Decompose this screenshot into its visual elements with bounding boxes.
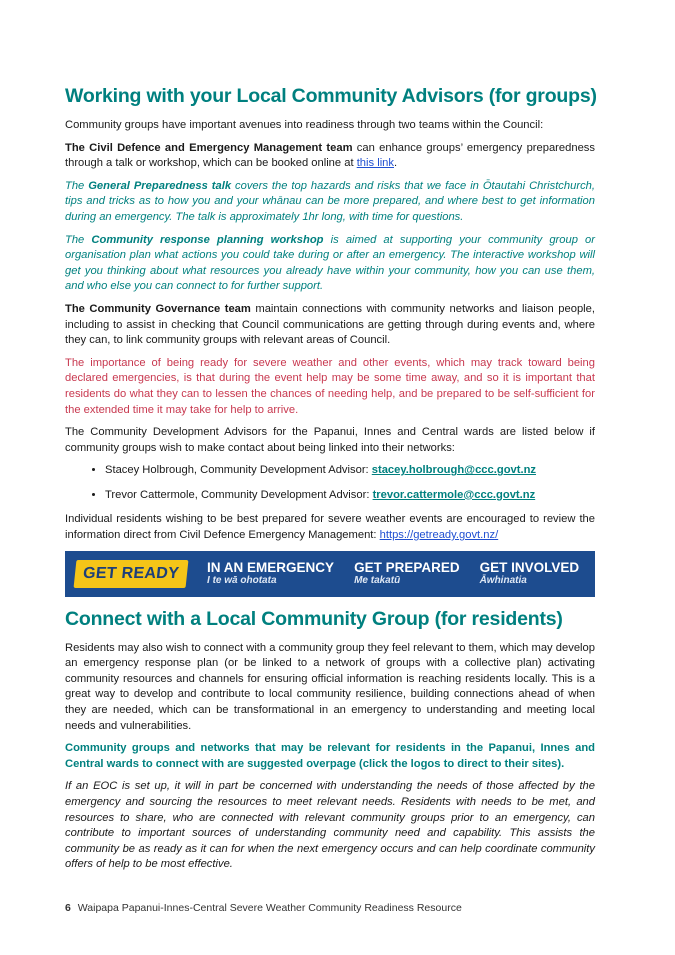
get-ready-banner[interactable] — [65, 551, 595, 597]
page-content — [65, 84, 595, 880]
page-footer — [65, 902, 462, 914]
email-link[interactable]: trevor.cattermole@ccc.govt.nz — [372, 488, 536, 501]
gp-pre: The — [65, 179, 89, 192]
crp-title: Community response planning workshop — [91, 233, 324, 246]
advisors-intro-paragraph: The Community Development Advisors for the Papanui, Innes and Central wards are listed below if community groups wish to make contact about being linked into their networks: — [65, 426, 595, 454]
banner-item-prepared[interactable] — [354, 560, 460, 587]
advisors-list — [65, 463, 595, 503]
community-response-paragraph — [65, 233, 595, 295]
banner-item-subtitle: Āwhinatia — [479, 575, 527, 587]
section-title-community-group: Connect with a Local Community Group (for residents) — [65, 607, 563, 630]
crp-pre: The — [65, 233, 92, 246]
gp-text: covers the top hazards and risks that we face in Ōtautahi Christchurch, tips and tricks as to how you and your whānau can be more prepared, and where best to get information during an emergency. The talk is approximately 1hr long, with time for questions. — [65, 179, 595, 223]
section-title-advisors: Working with your Local Community Advisors (for groups) — [65, 85, 597, 107]
banner-item-emergency[interactable] — [207, 560, 334, 587]
advisor-label: Stacey Holbrough, Community Development Advisor: — [105, 464, 372, 477]
page-number: 6 — [65, 902, 71, 914]
footer-text: Waipapa Papanui-Innes-Central Severe Weather Community Readiness Resource — [77, 902, 462, 914]
suggested-groups-paragraph: Community groups and networks that may be relevant for residents in the Papanui, Innes and Central wards to connect with are suggested overpage (click the logos to direct to their sites). — [65, 742, 595, 770]
list-item — [105, 463, 595, 479]
get-ready-logo[interactable]: GET READY — [74, 560, 189, 588]
booking-link[interactable]: this link — [356, 157, 394, 170]
gp-title: General Preparedness talk — [88, 179, 232, 192]
banner-item-title: GET PREPARED — [354, 560, 460, 576]
residents-text: Individual residents wishing to be best prepared for severe weather events are encouraged to review the information direct from Civil Defence Emergency Management: — [65, 513, 595, 542]
cdem-text: can enhance groups’ emergency preparedness through a talk or workshop, which can be booked online at — [65, 141, 595, 170]
banner-item-title: IN AN EMERGENCY — [207, 560, 335, 576]
intro-paragraph: Community groups have important avenues into readiness through two teams within the Council: — [65, 119, 544, 131]
cdem-team-name: The Civil Defence and Emergency Management team — [65, 141, 353, 154]
banner-item-title: GET INVOLVED — [479, 560, 580, 576]
cg-team-name: The Community Governance team — [65, 302, 251, 315]
community-governance-paragraph — [65, 302, 595, 349]
list-item — [105, 488, 595, 504]
general-preparedness-paragraph — [65, 179, 595, 226]
advisor-label: Trevor Cattermole, Community Development Advisor: — [105, 488, 373, 501]
banner-item-subtitle: I te wā ohotata — [207, 575, 277, 587]
cdem-end: . — [394, 157, 398, 170]
eoc-paragraph: If an EOC is set up, it will in part be concerned with understanding the needs of those affected by the emergency and sourcing the resources to meet relevant needs. Residents with needs to be met, and resources to share, who are connected with relevant community groups prior to an emergency, can contribute to important sources of understanding community need and capability. This assists the community be as ready as it can for when the next emergency occurs and can help coordinate community offers of help to be most effective. — [65, 780, 595, 871]
residents-connect-paragraph: Residents may also wish to connect with a community group they feel relevant to them, which may develop an emergency response plan (or be linked to a network of groups with a collective plan) activating community resources and channels for ensuring official information is reaching residents locally. This is a great way to develop and contribute to local community resilience, building connections ahead of when they are needed, which can be transformational in an emergency to understanding and meeting local needs and vulnerabilities. — [65, 641, 595, 732]
importance-paragraph: The importance of being ready for severe weather and other events, which may track toward being declared emergencies, is that during the event help may be some time away, and so it is important that residents do what they can to lessen the chances of needing help, and be prepared to be self-sufficient for the extended time it may take for help to arrive. — [65, 356, 595, 416]
banner-item-involved[interactable] — [480, 560, 580, 587]
cdem-paragraph — [65, 141, 595, 172]
residents-paragraph — [65, 512, 595, 543]
email-link[interactable]: stacey.holbrough@ccc.govt.nz — [371, 464, 537, 477]
banner-item-subtitle: Me takatū — [354, 575, 401, 587]
crp-text: is aimed at supporting your community group or organisation plan what actions you could take during or after an emergency. The interactive workshop will get you thinking about what resources you already have within your community, how you can use them, and who else you can connect to for further support. — [65, 233, 596, 293]
getready-link[interactable]: https://getready.govt.nz/ — [379, 529, 499, 542]
cg-text: maintain connections with community networks and liaison people, including to assist in checking that Council communications are getting through during events and, where they can, to link community groups with relevant areas of Council. — [65, 302, 596, 347]
